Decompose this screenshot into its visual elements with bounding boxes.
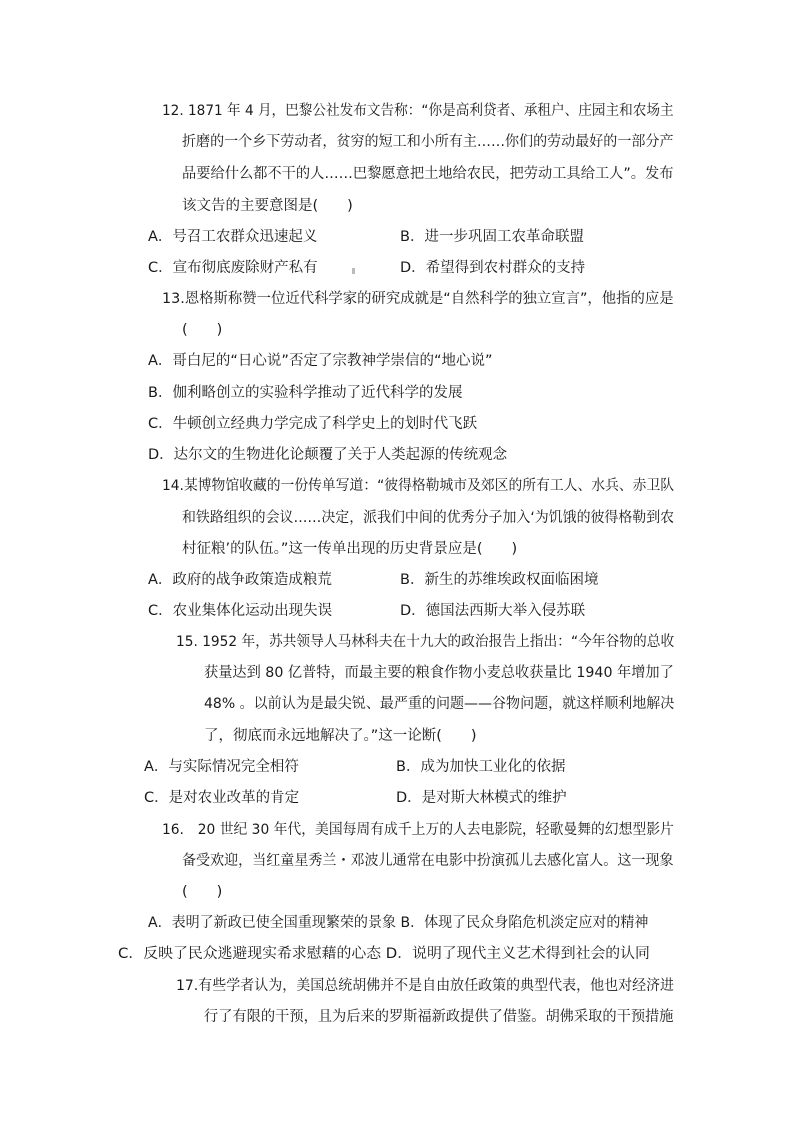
q15-stem-line-3: 48% 。以前认为是最尖锐、最严重的问题——谷物问题，就这样顺利地解决 [204,696,675,712]
q15-stem-line-1: 15. 1952 年，苏共领导人马林科夫在十九大的政治报告上指出：“今年谷物的总收 [176,634,675,650]
q15-option-d: D．是对斯大林模式的维护 [396,790,567,806]
q12-option-d: D．希望得到农村群众的支持 [400,260,586,276]
q13-option-b: B．伽利略创立的实验科学推动了近代科学的发展 [148,385,463,401]
q14-stem-line-3: 村征粮’的队伍。”这一传单出现的历史背景应是( ) [182,541,518,557]
q16-stem-line-1: 16. 20 世纪 30 年代，美国每周有成千上万的人去电影院，轻歌曼舞的幻想型影片 [162,822,674,838]
q16-option-cd: C．反映了民众逃避现实希求慰藉的心态 D．说明了现代主义艺术得到社会的认同 [118,946,650,962]
q16-stem-line-2: 备受欢迎，当红童星秀兰・邓波儿通常在电影中扮演孤儿去感化富人。这一现象 [182,853,674,869]
q15-option-b: B．成为加快工业化的依据 [396,759,566,775]
q12-stem-line-3: 品要给什么都不干的人……巴黎愿意把土地给农民，把劳动工具给工人”。发布 [182,166,674,182]
q16-option-ab: A．表明了新政已使全国重现繁荣的景象 B．体现了民众身陷危机淡定应对的精神 [148,915,649,931]
q15-option-c: C．是对农业改革的肯定 [144,790,300,806]
q13-option-a: A．哥白尼的“日心说”否定了宗教神学崇信的“地心说” [148,353,493,369]
q14-option-d: D．德国法西斯大举入侵苏联 [400,603,586,619]
q14-option-c: C．农业集体化运动出现失误 [148,603,333,619]
q12-option-b: B．进一步巩固工农革命联盟 [400,229,584,245]
q13-stem-line-1: 13.恩格斯称赞一位近代科学家的研究成就是“自然科学的独立宣言”，他指的应是 [162,291,674,307]
q14-option-a: A．政府的战争政策造成粮荒 [148,572,332,588]
q16-stem-line-3: ( ) [182,884,223,900]
q14-option-b: B．新生的苏维埃政权面临困境 [400,572,599,588]
q12-stem-line-2: 折磨的一个乡下劳动者，贫穷的短工和小所有主……你们的劳动最好的一部分产 [182,134,674,150]
q13-stem-line-2: ( ) [182,322,223,338]
q12-stem-line-4: 该文告的主要意图是( ) [182,198,353,214]
q14-stem-line-2: 和铁路组织的会议……决定，派我们中间的优秀分子加入‘为饥饿的彼得格勒到农 [182,510,675,526]
q17-stem-line-1: 17.有些学者认为，美国总统胡佛并不是自由放任政策的典型代表，他也对经济进 [176,978,675,994]
q15-stem-line-2: 获量达到 80 亿普特，而最主要的粮食作物小麦总收获量比 1940 年增加了 [204,665,674,681]
q12-stem-line-1: 12. 1871 年 4 月，巴黎公社发布文告称：“你是高利贷者、承租户、庄园主和农场主 [162,103,674,119]
q13-option-c: C．牛顿创立经典力学完成了科学史上的划时代飞跃 [148,416,478,432]
q13-option-d: D．达尔文的生物进化论颠覆了关于人类起源的传统观念 [148,447,508,463]
q17-stem-line-2: 行了有限的干预，且为后来的罗斯福新政提供了借鉴。胡佛采取的干预措施 [204,1009,674,1025]
q12-option-c: C．宣布彻底废除财产私有 [148,260,318,276]
q14-stem-line-1: 14.某博物馆收藏的一份传单写道：“彼得格勒城市及郊区的所有工人、水兵、赤卫队 [162,478,675,494]
q15-option-a: A．与实际情况完全相符 [144,759,299,775]
q12-option-a: A．号召工农群众迅速起义 [148,229,318,245]
scan-speck [352,268,355,274]
q15-stem-line-4: 了，彻底而永远地解决了。”这一论断( ) [204,728,477,744]
